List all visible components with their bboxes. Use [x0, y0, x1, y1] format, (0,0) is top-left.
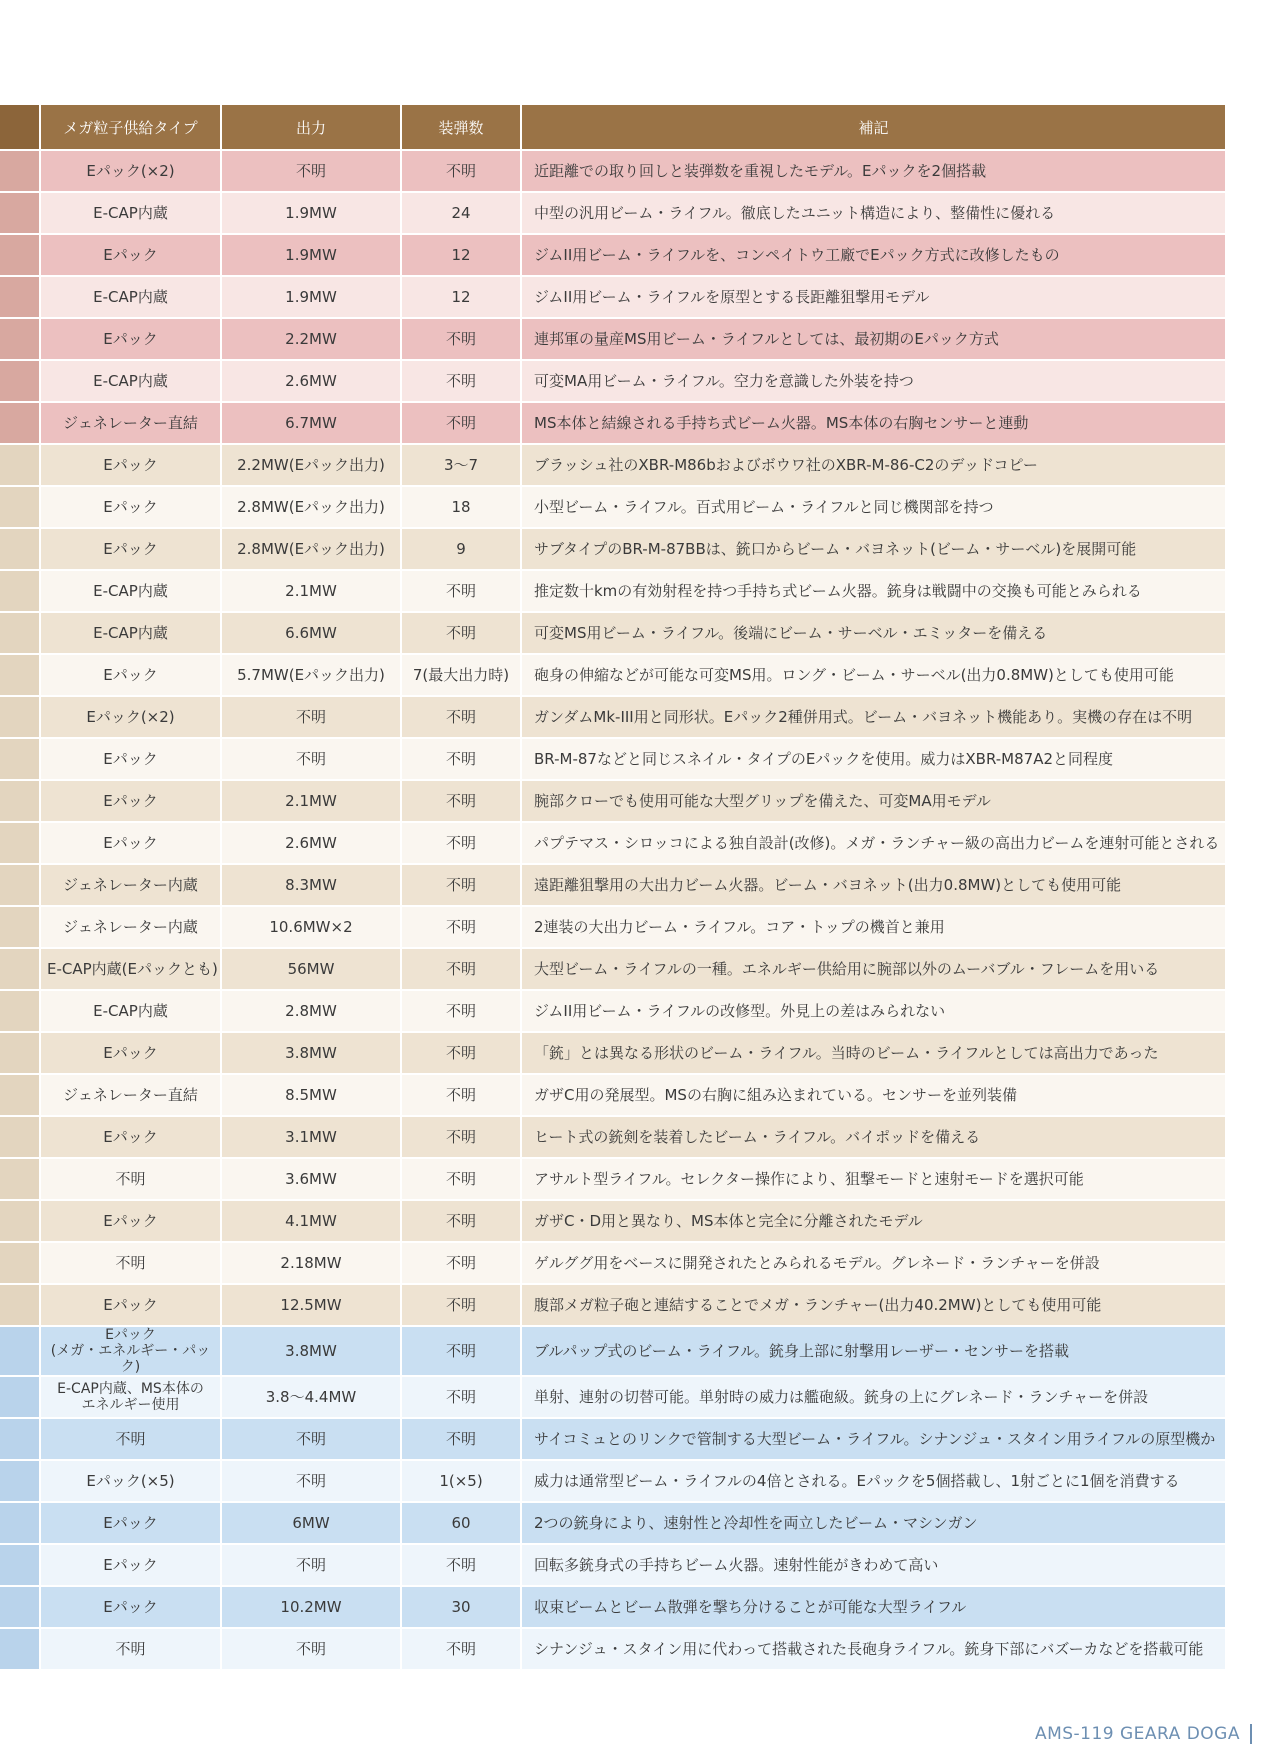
cell-output: 不明	[221, 738, 401, 780]
cell-ammo: 60	[401, 1502, 521, 1544]
table-row	[0, 654, 1226, 696]
cell-supply-type: ジェネレーター直結	[40, 402, 221, 444]
weapon-spec-table	[0, 105, 1227, 1671]
cell-notes: 単射、連射の切替可能。単射時の威力は艦砲級。銃身の上にグレネード・ランチャーを併設	[521, 1376, 1226, 1418]
cell-supply-type: E-CAP内蔵	[40, 360, 221, 402]
row-edge	[0, 948, 40, 990]
row-edge	[0, 486, 40, 528]
cell-output: 2.2MW(Eパック出力)	[221, 444, 401, 486]
row-edge-header	[0, 105, 40, 150]
table-row	[0, 360, 1226, 402]
table-row	[0, 234, 1226, 276]
cell-notes: ゲルググ用をベースに開発されたとみられるモデル。グレネード・ランチャーを併設	[521, 1242, 1226, 1284]
header-output: 出力	[221, 105, 401, 150]
table-row	[0, 528, 1226, 570]
cell-supply-type: 不明	[40, 1242, 221, 1284]
cell-ammo: 不明	[401, 1376, 521, 1418]
row-edge	[0, 528, 40, 570]
cell-ammo: 7(最大出力時)	[401, 654, 521, 696]
row-edge	[0, 1544, 40, 1586]
cell-notes: 「銃」とは異なる形状のビーム・ライフル。当時のビーム・ライフルとしては高出力であった	[521, 1032, 1226, 1074]
table-row	[0, 1326, 1226, 1376]
cell-ammo: 不明	[401, 1628, 521, 1670]
cell-ammo: 不明	[401, 906, 521, 948]
row-edge	[0, 1326, 40, 1376]
cell-notes: 可変MS用ビーム・ライフル。後端にビーム・サーベル・エミッターを備える	[521, 612, 1226, 654]
cell-output: 1.9MW	[221, 192, 401, 234]
cell-notes: 遠距離狙撃用の大出力ビーム火器。ビーム・バヨネット(出力0.8MW)としても使用可能	[521, 864, 1226, 906]
row-edge	[0, 906, 40, 948]
table-row	[0, 780, 1226, 822]
row-edge	[0, 1418, 40, 1460]
row-edge	[0, 822, 40, 864]
cell-ammo: 不明	[401, 570, 521, 612]
cell-supply-type: Eパック(×2)	[40, 150, 221, 192]
table-row	[0, 864, 1226, 906]
cell-output: 3.8MW	[221, 1326, 401, 1376]
row-edge	[0, 1032, 40, 1074]
row-edge	[0, 1376, 40, 1418]
cell-ammo: 不明	[401, 822, 521, 864]
cell-ammo: 不明	[401, 150, 521, 192]
cell-notes: ガンダムMk-III用と同形状。Eパック2種併用式。ビーム・バヨネット機能あり。実機の存在は不明	[521, 696, 1226, 738]
cell-output: 不明	[221, 1544, 401, 1586]
table-row	[0, 1586, 1226, 1628]
cell-ammo: 不明	[401, 1032, 521, 1074]
table-row	[0, 318, 1226, 360]
cell-supply-type: E-CAP内蔵、MS本体の エネルギー使用	[40, 1376, 221, 1418]
cell-notes: 小型ビーム・ライフル。百式用ビーム・ライフルと同じ機関部を持つ	[521, 486, 1226, 528]
row-edge	[0, 1628, 40, 1670]
cell-ammo: 9	[401, 528, 521, 570]
cell-ammo: 30	[401, 1586, 521, 1628]
cell-supply-type: E-CAP内蔵	[40, 990, 221, 1032]
cell-output: 2.8MW	[221, 990, 401, 1032]
row-edge	[0, 1460, 40, 1502]
cell-ammo: 1(×5)	[401, 1460, 521, 1502]
cell-ammo: 不明	[401, 1116, 521, 1158]
cell-output: 56MW	[221, 948, 401, 990]
cell-notes: 近距離での取り回しと装弾数を重視したモデル。Eパックを2個搭載	[521, 150, 1226, 192]
cell-ammo: 不明	[401, 1326, 521, 1376]
cell-ammo: 不明	[401, 612, 521, 654]
row-edge	[0, 360, 40, 402]
cell-ammo: 不明	[401, 1418, 521, 1460]
cell-supply-type: Eパック	[40, 318, 221, 360]
table-header-row	[0, 105, 1226, 150]
cell-output: 2.2MW	[221, 318, 401, 360]
table-row	[0, 1502, 1226, 1544]
row-edge	[0, 1074, 40, 1116]
cell-supply-type: Eパック	[40, 1544, 221, 1586]
cell-output: 1.9MW	[221, 276, 401, 318]
row-edge	[0, 276, 40, 318]
table-row	[0, 948, 1226, 990]
header-supply-type: メガ粒子供給タイプ	[40, 105, 221, 150]
cell-supply-type: Eパック(×5)	[40, 1460, 221, 1502]
cell-notes: 中型の汎用ビーム・ライフル。徹底したユニット構造により、整備性に優れる	[521, 192, 1226, 234]
cell-notes: 収束ビームとビーム散弾を撃ち分けることが可能な大型ライフル	[521, 1586, 1226, 1628]
table-row	[0, 1200, 1226, 1242]
cell-supply-type: Eパック	[40, 234, 221, 276]
cell-notes: 2つの銃身により、速射性と冷却性を両立したビーム・マシンガン	[521, 1502, 1226, 1544]
cell-ammo: 12	[401, 234, 521, 276]
row-edge	[0, 150, 40, 192]
cell-ammo: 12	[401, 276, 521, 318]
row-edge	[0, 444, 40, 486]
table-row	[0, 990, 1226, 1032]
cell-output: 12.5MW	[221, 1284, 401, 1326]
row-edge	[0, 654, 40, 696]
cell-output: 3.8〜4.4MW	[221, 1376, 401, 1418]
cell-notes: 連邦軍の量産MS用ビーム・ライフルとしては、最初期のEパック方式	[521, 318, 1226, 360]
cell-output: 2.8MW(Eパック出力)	[221, 528, 401, 570]
cell-output: 2.8MW(Eパック出力)	[221, 486, 401, 528]
cell-supply-type: E-CAP内蔵	[40, 612, 221, 654]
cell-supply-type: Eパック	[40, 1502, 221, 1544]
cell-notes: MS本体と結線される手持ち式ビーム火器。MS本体の右胸センサーと連動	[521, 402, 1226, 444]
row-edge	[0, 1284, 40, 1326]
cell-supply-type: E-CAP内蔵(Eパックとも)	[40, 948, 221, 990]
cell-supply-type: 不明	[40, 1158, 221, 1200]
cell-output: 8.5MW	[221, 1074, 401, 1116]
row-edge	[0, 1242, 40, 1284]
row-edge	[0, 1116, 40, 1158]
cell-notes: シナンジュ・スタイン用に代わって搭載された長砲身ライフル。銃身下部にバズーカなどを搭載可能	[521, 1628, 1226, 1670]
table-row	[0, 150, 1226, 192]
table-body	[0, 150, 1226, 1670]
cell-output: 4.1MW	[221, 1200, 401, 1242]
cell-notes: ブラッシュ社のXBR-M86bおよびボウワ社のXBR-M-86-C2のデッドコピー	[521, 444, 1226, 486]
row-edge	[0, 402, 40, 444]
cell-output: 2.6MW	[221, 360, 401, 402]
cell-supply-type: Eパック	[40, 1586, 221, 1628]
cell-ammo: 不明	[401, 1158, 521, 1200]
cell-output: 2.1MW	[221, 570, 401, 612]
row-edge	[0, 864, 40, 906]
row-edge	[0, 780, 40, 822]
header-ammo: 装弾数	[401, 105, 521, 150]
cell-supply-type: Eパック	[40, 1284, 221, 1326]
cell-ammo: 不明	[401, 360, 521, 402]
cell-notes: ガザC用の発展型。MSの右胸に組み込まれている。センサーを並列装備	[521, 1074, 1226, 1116]
cell-ammo: 不明	[401, 864, 521, 906]
cell-ammo: 不明	[401, 1200, 521, 1242]
cell-ammo: 3〜7	[401, 444, 521, 486]
cell-output: 6.6MW	[221, 612, 401, 654]
table-row	[0, 1284, 1226, 1326]
cell-ammo: 不明	[401, 1544, 521, 1586]
cell-notes: サイコミュとのリンクで管制する大型ビーム・ライフル。シナンジュ・スタイン用ライフルの原型機か	[521, 1418, 1226, 1460]
cell-notes: 回転多銃身式の手持ちビーム火器。速射性能がきわめて高い	[521, 1544, 1226, 1586]
table-row	[0, 402, 1226, 444]
cell-notes: 威力は通常型ビーム・ライフルの4倍とされる。Eパックを5個搭載し、1射ごとに1個を消費する	[521, 1460, 1226, 1502]
cell-supply-type: E-CAP内蔵	[40, 192, 221, 234]
cell-notes: 2連装の大出力ビーム・ライフル。コア・トップの機首と兼用	[521, 906, 1226, 948]
table-row	[0, 1376, 1226, 1418]
cell-output: 2.18MW	[221, 1242, 401, 1284]
row-edge	[0, 990, 40, 1032]
row-edge	[0, 570, 40, 612]
table-row	[0, 1544, 1226, 1586]
cell-supply-type: Eパック	[40, 444, 221, 486]
cell-notes: 腕部クローでも使用可能な大型グリップを備えた、可変MA用モデル	[521, 780, 1226, 822]
cell-ammo: 24	[401, 192, 521, 234]
cell-output: 3.1MW	[221, 1116, 401, 1158]
cell-output: 不明	[221, 1418, 401, 1460]
row-edge	[0, 612, 40, 654]
page-footer-label: AMS-119 GEARA DOGA	[1035, 1724, 1252, 1744]
cell-supply-type: Eパック	[40, 1032, 221, 1074]
row-edge	[0, 1158, 40, 1200]
table-row	[0, 1418, 1226, 1460]
row-edge	[0, 1200, 40, 1242]
cell-ammo: 不明	[401, 780, 521, 822]
table-row	[0, 1628, 1226, 1670]
row-edge	[0, 234, 40, 276]
cell-output: 6.7MW	[221, 402, 401, 444]
cell-output: 2.1MW	[221, 780, 401, 822]
table-row	[0, 906, 1226, 948]
table-row	[0, 1158, 1226, 1200]
cell-output: 10.6MW×2	[221, 906, 401, 948]
cell-output: 6MW	[221, 1502, 401, 1544]
cell-supply-type: Eパック	[40, 486, 221, 528]
cell-supply-type: ジェネレーター内蔵	[40, 864, 221, 906]
cell-ammo: 不明	[401, 1242, 521, 1284]
cell-output: 1.9MW	[221, 234, 401, 276]
cell-output: 不明	[221, 150, 401, 192]
row-edge	[0, 318, 40, 360]
cell-supply-type: E-CAP内蔵	[40, 570, 221, 612]
row-edge	[0, 192, 40, 234]
cell-supply-type: Eパック	[40, 1116, 221, 1158]
cell-ammo: 不明	[401, 318, 521, 360]
table-row	[0, 1460, 1226, 1502]
cell-supply-type: E-CAP内蔵	[40, 276, 221, 318]
table-row	[0, 444, 1226, 486]
table-row	[0, 1242, 1226, 1284]
cell-notes: サブタイプのBR-M-87BBは、銃口からビーム・バヨネット(ビーム・サーベル)を展開可能	[521, 528, 1226, 570]
cell-ammo: 不明	[401, 402, 521, 444]
table-row	[0, 1116, 1226, 1158]
header-notes: 補記	[521, 105, 1226, 150]
cell-output: 不明	[221, 696, 401, 738]
cell-output: 3.8MW	[221, 1032, 401, 1074]
table-row	[0, 1074, 1226, 1116]
cell-ammo: 不明	[401, 1074, 521, 1116]
cell-notes: ジムII用ビーム・ライフルを、コンペイトウ工廠でEパック方式に改修したもの	[521, 234, 1226, 276]
cell-notes: BR-M-87などと同じスネイル・タイプのEパックを使用。威力はXBR-M87A2と同程度	[521, 738, 1226, 780]
cell-notes: 砲身の伸縮などが可能な可変MS用。ロング・ビーム・サーベル(出力0.8MW)としても使用可能	[521, 654, 1226, 696]
cell-ammo: 不明	[401, 738, 521, 780]
table-row	[0, 192, 1226, 234]
cell-output: 10.2MW	[221, 1586, 401, 1628]
cell-ammo: 不明	[401, 948, 521, 990]
cell-output: 3.6MW	[221, 1158, 401, 1200]
cell-supply-type: Eパック	[40, 654, 221, 696]
cell-output: 不明	[221, 1460, 401, 1502]
cell-output: 8.3MW	[221, 864, 401, 906]
table-row	[0, 486, 1226, 528]
cell-supply-type: Eパック	[40, 528, 221, 570]
cell-supply-type: Eパック (メガ・エネルギー・パック)	[40, 1326, 221, 1376]
cell-notes: ブルパップ式のビーム・ライフル。銃身上部に射撃用レーザー・センサーを搭載	[521, 1326, 1226, 1376]
cell-supply-type: Eパック	[40, 1200, 221, 1242]
cell-notes: 推定数十kmの有効射程を持つ手持ち式ビーム火器。銃身は戦闘中の交換も可能とみられる	[521, 570, 1226, 612]
cell-ammo: 不明	[401, 696, 521, 738]
table-row	[0, 1032, 1226, 1074]
cell-ammo: 不明	[401, 1284, 521, 1326]
table-row	[0, 738, 1226, 780]
row-edge	[0, 696, 40, 738]
cell-notes: アサルト型ライフル。セレクター操作により、狙撃モードと速射モードを選択可能	[521, 1158, 1226, 1200]
row-edge	[0, 1502, 40, 1544]
table-row	[0, 276, 1226, 318]
table-row	[0, 612, 1226, 654]
cell-supply-type: ジェネレーター直結	[40, 1074, 221, 1116]
table-row	[0, 570, 1226, 612]
cell-supply-type: 不明	[40, 1628, 221, 1670]
cell-supply-type: Eパック	[40, 780, 221, 822]
cell-notes: 大型ビーム・ライフルの一種。エネルギー供給用に腕部以外のムーバブル・フレームを用いる	[521, 948, 1226, 990]
cell-notes: ジムII用ビーム・ライフルの改修型。外見上の差はみられない	[521, 990, 1226, 1032]
table-row	[0, 696, 1226, 738]
cell-supply-type: ジェネレーター内蔵	[40, 906, 221, 948]
cell-notes: ガザC・D用と異なり、MS本体と完全に分離されたモデル	[521, 1200, 1226, 1242]
cell-supply-type: 不明	[40, 1418, 221, 1460]
cell-supply-type: Eパック(×2)	[40, 696, 221, 738]
row-edge	[0, 1586, 40, 1628]
cell-supply-type: Eパック	[40, 822, 221, 864]
cell-notes: 腹部メガ粒子砲と連結することでメガ・ランチャー(出力40.2MW)としても使用可能	[521, 1284, 1226, 1326]
cell-output: 2.6MW	[221, 822, 401, 864]
cell-notes: パプテマス・シロッコによる独自設計(改修)。メガ・ランチャー級の高出力ビームを連射可能とされる	[521, 822, 1226, 864]
cell-notes: ヒート式の銃剣を装着したビーム・ライフル。バイポッドを備える	[521, 1116, 1226, 1158]
row-edge	[0, 738, 40, 780]
cell-supply-type: Eパック	[40, 738, 221, 780]
cell-ammo: 18	[401, 486, 521, 528]
cell-notes: 可変MA用ビーム・ライフル。空力を意識した外装を持つ	[521, 360, 1226, 402]
cell-ammo: 不明	[401, 990, 521, 1032]
cell-output: 5.7MW(Eパック出力)	[221, 654, 401, 696]
cell-output: 不明	[221, 1628, 401, 1670]
table-row	[0, 822, 1226, 864]
cell-notes: ジムII用ビーム・ライフルを原型とする長距離狙撃用モデル	[521, 276, 1226, 318]
